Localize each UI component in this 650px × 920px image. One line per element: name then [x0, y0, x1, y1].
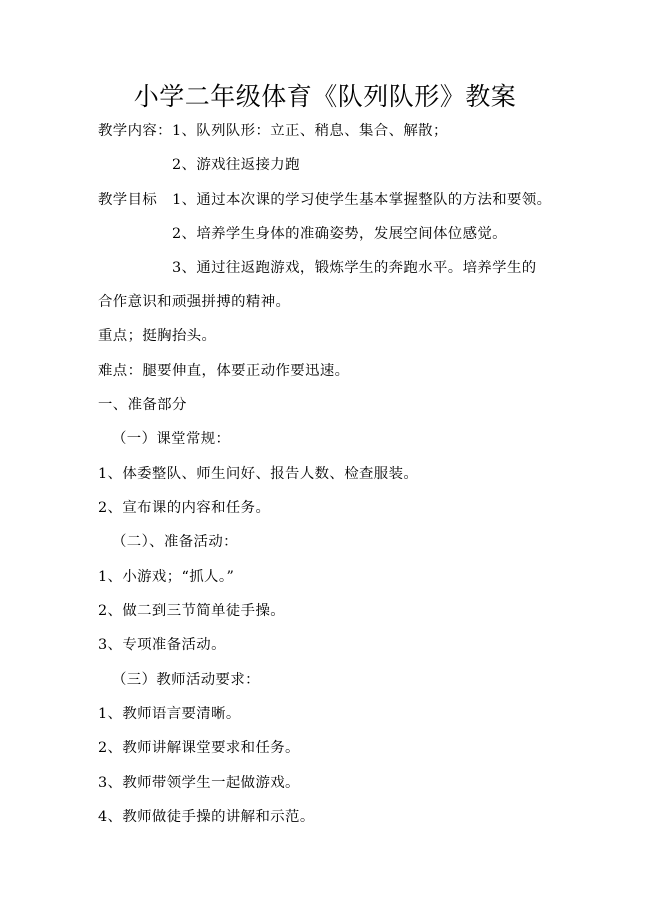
- list-item: 4、教师做徒手操的讲解和示范。: [98, 809, 315, 825]
- list-item: 3、教师带领学生一起做游戏。: [98, 775, 300, 791]
- teaching-content-line-2: 2、游戏往返接力跑: [172, 157, 300, 173]
- list-item: 1、体委整队、师生问好、报告人数、检查服装。: [98, 466, 419, 482]
- document-title: 小学二年级体育《队列队形》教案: [133, 82, 517, 111]
- subsection-heading-routine: （一）课堂常规：: [112, 431, 231, 447]
- list-item: 2、做二到三节简单徒手操。: [98, 603, 286, 619]
- list-item: 2、宣布课的内容和任务。: [98, 500, 271, 516]
- section-heading-preparation: 一、准备部分: [98, 397, 187, 413]
- teaching-content-line-1: 教学内容：1、队列队形：立正、稍息、集合、解散；: [98, 123, 448, 139]
- list-item: 3、专项准备活动。: [98, 637, 226, 653]
- subsection-heading-warmup: （二）、准备活动：: [112, 534, 238, 550]
- teaching-goal-line-4: 合作意识和顽强拼搏的精神。: [98, 294, 291, 310]
- teaching-goal-line-1: 教学目标 1、通过本次课的学习使学生基本掌握整队的方法和要领。: [98, 192, 552, 208]
- list-item: 2、教师讲解课堂要求和任务。: [98, 740, 300, 756]
- list-item: 1、教师语言要清晰。: [98, 706, 241, 722]
- list-item: 1、小游戏；“抓人。”: [98, 569, 235, 585]
- difficulty: 难点：腿要伸直，体要正动作要迅速。: [98, 363, 350, 379]
- teaching-goal-line-3: 3、通过往返跑游戏，锻炼学生的奔跑水平。培养学生的: [172, 260, 537, 276]
- key-point: 重点；挺胸抬头。: [98, 328, 217, 344]
- subsection-heading-teacher: （三）教师活动要求：: [112, 672, 260, 688]
- teaching-goal-line-2: 2、培养学生身体的准确姿势，发展空间体位感觉。: [172, 226, 507, 242]
